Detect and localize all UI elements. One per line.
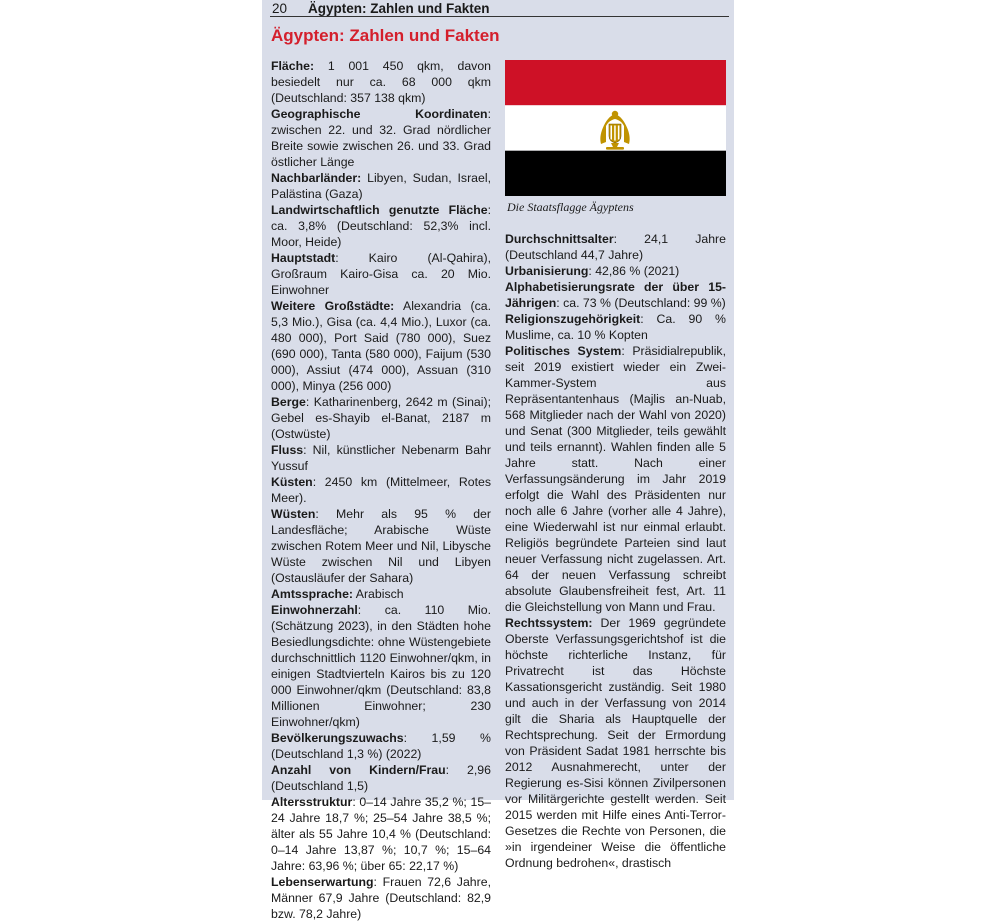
fact-entry bbox=[271, 298, 491, 394]
fact-entry bbox=[271, 170, 491, 202]
fact-text: : Präsidialrepublik, seit 2019 existiert wieder ein Zwei-Kammer-System aus Repräsentantenhaus (Majlis an-Nuab, 568 Mitglieder nach der Wahl von 2020) und Senat (300 Mitglieder, teils gewählt und teils ernannt). Wahlen finden alle 5 Jahre statt. Nach einer Verfassungsänderung im Jahr 2019 erfolgt die Wahl des Präsidenten nur noch alle 6 Jahre (vorher alle 4 Jahre), eine Wiederwahl ist nur einmal erlaubt. Religiös begründete Parteien sind laut neuer Verfassung nicht zugelassen. Art. 64 der neuen Verfassung schreibt absolute Glaubensfreiheit fest, Art. 11 die Gleichstellung von Mann und Frau. bbox=[505, 344, 726, 614]
book-page bbox=[262, 0, 734, 921]
page-number: 20 bbox=[272, 1, 288, 16]
fact-entry bbox=[271, 506, 491, 586]
fact-entry bbox=[505, 231, 726, 263]
fact-entry bbox=[271, 602, 491, 730]
fact-label: Fluss bbox=[271, 443, 304, 457]
fact-text: Der 1969 gegründete Oberste Verfassungsgerichtshof ist die höchste richterliche Instanz, für Privatrecht ist das Höchste Kassationsgericht zuständig. Seit 1980 und auch in der Verfassung von 2014 gilt die Sharia als Hauptquelle der Rechtsprechung. Seit der Ermordung von Präsident Sadat 1981 herrschte bis 2012 Ausnahmerecht, unter der Regierung es-Sisi können Zivilpersonen vor Militärgerichte gestellt werden. Seit 2015 werden mit Hilfe eines Anti-Terror-Gesetzes die Rechte von Personen, die »in irgendeiner Weise die öffentliche Ordnung bedrohen«, drastisch bbox=[505, 616, 726, 870]
fact-entry bbox=[505, 311, 726, 343]
fact-entry bbox=[505, 343, 726, 615]
fact-text: : Frauen 72,6 Jahre, Männer 67,9 Jahre (Deutschland: 82,9 bzw. 78,2 Jahre) bbox=[271, 875, 491, 921]
fact-text: : Kairo (Al-Qahira), Großraum Kairo-Gisa ca. 20 Mio. Einwohner bbox=[271, 251, 491, 297]
fact-text: : zwischen 22. und 32. Grad nördlicher Breite sowie zwischen 26. und 33. Grad östlicher Länge bbox=[271, 107, 491, 169]
fact-text: 1 001 450 qkm, davon besiedelt nur ca. 68 000 qkm (Deutschland: 357 138 qkm) bbox=[271, 59, 491, 105]
flag-caption: Die Staatsflagge Ägyptens bbox=[507, 200, 634, 214]
fact-entry bbox=[271, 730, 491, 762]
fact-label: Hauptstadt bbox=[271, 251, 336, 265]
fact-entry bbox=[505, 615, 726, 871]
fact-entry bbox=[271, 794, 491, 874]
fact-text: : Nil, künstlicher Nebenarm Bahr Yussuf bbox=[271, 443, 491, 473]
page-title: Ägypten: Zahlen und Fakten bbox=[271, 26, 500, 45]
fact-entry bbox=[271, 874, 491, 922]
fact-entry bbox=[505, 263, 726, 279]
fact-text: : ca. 3,8% (Deutschland: 52,3% incl. Moor, Heide) bbox=[271, 203, 491, 249]
facts-column-left bbox=[271, 58, 491, 922]
fact-label: Anzahl von Kindern/Frau bbox=[271, 763, 446, 777]
fact-label: Urbanisierung bbox=[505, 264, 589, 278]
fact-label: Amtssprache: bbox=[271, 587, 354, 601]
fact-text: Alexandria (ca. 5,3 Mio.), Gisa (ca. 4,4 Mio.), Luxor (ca. 480 000), Port Said (780 000), Suez (690 000), Tanta (580 000), Faijum (530 000), Assiut (474 000), Assuan (310 000), Minya (256 000) bbox=[271, 299, 491, 393]
fact-label: Berge bbox=[271, 395, 306, 409]
fact-entry bbox=[271, 106, 491, 170]
fact-label: Rechtssystem: bbox=[505, 616, 593, 630]
fact-text: : Mehr als 95 % der Landesfläche; Arabische Wüste zwischen Rotem Meer und Nil, Libysche Wüste zwischen Nil und Libyen (Ostausläufer der Sahara) bbox=[271, 507, 491, 585]
fact-label: Wüsten bbox=[271, 507, 316, 521]
fact-entry bbox=[271, 474, 491, 506]
fact-text: : 24,1 Jahre (Deutschland 44,7 Jahre) bbox=[505, 232, 726, 262]
fact-label: Religionszugehörigkeit bbox=[505, 312, 641, 326]
fact-text: : Ca. 90 % Muslime, ca. 10 % Kopten bbox=[505, 312, 726, 342]
fact-label: Fläche: bbox=[271, 59, 315, 73]
fact-label: Weitere Großstädte: bbox=[271, 299, 395, 313]
fact-entry bbox=[271, 58, 491, 106]
fact-entry bbox=[505, 279, 726, 311]
fact-text: : 2450 km (Mittelmeer, Rotes Meer). bbox=[271, 475, 491, 505]
fact-entry bbox=[271, 394, 491, 442]
fact-entry bbox=[271, 250, 491, 298]
fact-label: Lebenserwartung bbox=[271, 875, 374, 889]
flag-red-stripe bbox=[505, 60, 726, 105]
fact-text: : 1,59 % (Deutschland 1,3 %) (2022) bbox=[271, 731, 491, 761]
fact-text: : ca. 73 % (Deutschland: 99 %) bbox=[556, 296, 726, 310]
fact-text: : ca. 110 Mio. (Schätzung 2023), in den Städten hohe Besiedlungsdichte: ohne Wüstengebiete durchschnittlich 1120 Einwohner/qkm, in einigen Stadtvierteln Kairos bis zu 120 000 Einwohner/qkm (Deutschland: 83,8 Millionen Einwohner; 230 Einwohner/qkm) bbox=[271, 603, 491, 729]
fact-text: : 0–14 Jahre 35,2 %; 15–24 Jahre 18,7 %; 25–54 Jahre 38,5 %; älter als 55 Jahre 10,4 % (Deutschland: 0–14 Jahre 13,87 %; 10,7 %; 15–64 Jahre: 63,96 %; über 65: 22,17 %) bbox=[271, 795, 491, 873]
fact-label: Bevölkerungszuwachs bbox=[271, 731, 404, 745]
flag-svg bbox=[505, 60, 726, 196]
running-header bbox=[270, 0, 729, 17]
fact-label: Politisches System bbox=[505, 344, 622, 358]
fact-label: Alphabetisierungsrate der über 15-Jährigen bbox=[505, 280, 726, 310]
fact-entry bbox=[271, 586, 491, 602]
fact-label: Küsten bbox=[271, 475, 313, 489]
egypt-flag-image bbox=[505, 60, 726, 196]
flag-black-stripe bbox=[505, 151, 726, 196]
fact-label: Altersstruktur bbox=[271, 795, 353, 809]
fact-text: : 42,86 % (2021) bbox=[588, 264, 680, 278]
fact-entry bbox=[271, 442, 491, 474]
fact-label: Einwohnerzahl bbox=[271, 603, 358, 617]
fact-text: : Katharinenberg, 2642 m (Sinai); Gebel es-Shayib el-Banat, 2187 m (Ostwüste) bbox=[271, 395, 491, 441]
fact-entry bbox=[271, 202, 491, 250]
fact-label: Geographische Koordinaten bbox=[271, 107, 488, 121]
facts-column-right bbox=[505, 231, 726, 871]
fact-label: Nachbarländer: bbox=[271, 171, 362, 185]
fact-label: Durchschnittsalter bbox=[505, 232, 614, 246]
fact-entry bbox=[271, 762, 491, 794]
fact-label: Landwirtschaftlich genutzte Fläche bbox=[271, 203, 488, 217]
fact-text: : 2,96 (Deutschland 1,5) bbox=[271, 763, 491, 793]
running-header-title: Ägypten: Zahlen und Fakten bbox=[308, 1, 490, 16]
fact-text: Libyen, Sudan, Israel, Palästina (Gaza) bbox=[271, 171, 491, 201]
fact-text: Arabisch bbox=[353, 587, 404, 601]
